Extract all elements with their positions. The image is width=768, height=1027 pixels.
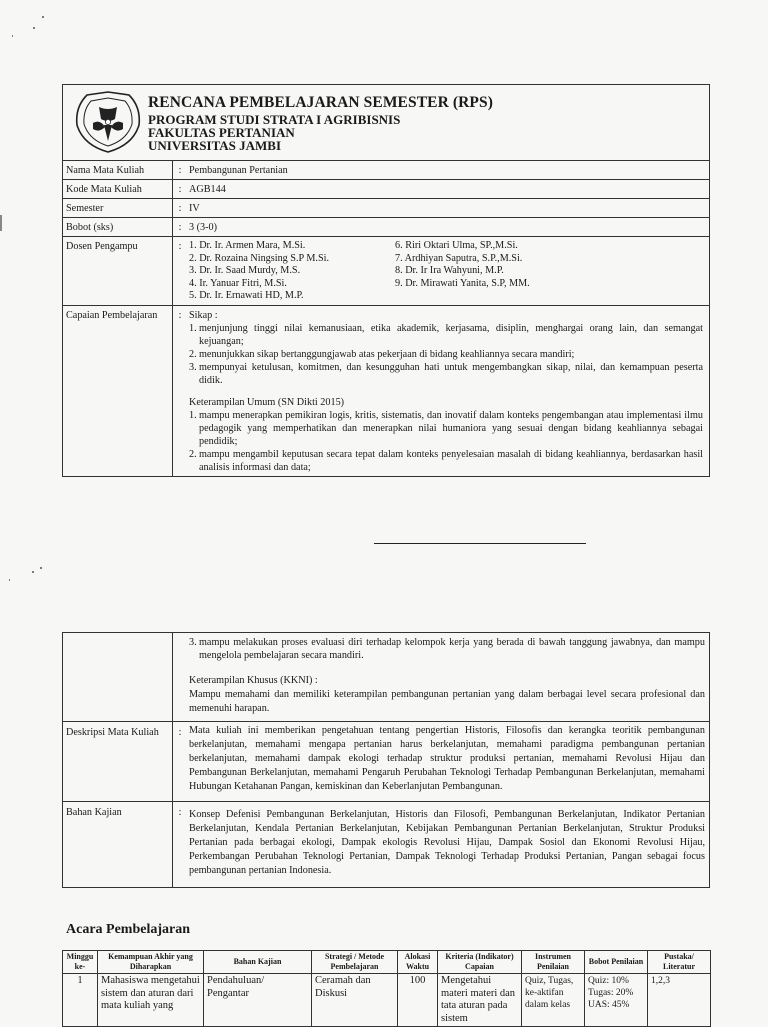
credits-label: Bobot (sks) xyxy=(63,218,173,236)
lecturers-row xyxy=(63,237,709,306)
general-skill-item: 1. mampu menerapkan pemikiran logis, kritis, sistematis, dan inovatif dalam konteks pengembangan atau implementasi ilmu pedagogik yang memperhatikan dan menerapkan nilai humaniora yang sesuai dengan bidang keahliannya sebagai pendidik; xyxy=(189,409,703,447)
empty-label-cell xyxy=(63,633,173,721)
learning-outcomes-row xyxy=(63,306,709,476)
col-header: Bobot Penilaian xyxy=(585,951,648,974)
ability-cell: Mahasiswa mengetahui sistem dan aturan dari mata kuliah yang xyxy=(98,974,204,1027)
document-title: RENCANA PEMBELAJARAN SEMESTER (RPS) xyxy=(148,94,493,111)
time-cell: 100 xyxy=(398,974,438,1027)
table-row xyxy=(63,974,711,1027)
program-name: PROGRAM STUDI STRATA I AGRIBISNIS xyxy=(148,112,401,127)
schedule-header-row xyxy=(63,951,711,974)
semester-row xyxy=(63,199,709,218)
colon: : xyxy=(178,184,182,195)
lecturer-entry: 8. Dr. Ir Ira Wahyuni, M.P. xyxy=(395,265,504,276)
criteria-cell: Mengetahui materi materi dan tata aturan pada sistem xyxy=(438,974,522,1027)
week-cell: 1 xyxy=(63,974,98,1027)
lecturer-entry: 7. Ardhiyan Saputra, S.P.,M.Si. xyxy=(395,252,523,264)
sikap-item: 1. menjunjung tinggi nilai kemanusiaan, etika akademik, kerjasama, disiplin, menghargai orang lain, dan semangat kejuangan; xyxy=(189,322,703,347)
col-header: Strategi / Metode Pembelajaran xyxy=(312,951,398,974)
lecturer-entry: 5. Dr. Ir. Ernawati HD, M.P. xyxy=(189,290,304,301)
lecturer-entry: 1. Dr. Ir. Armen Mara, M.Si. xyxy=(189,240,306,251)
description-text: Mata kuliah ini memberikan pengetahuan tentang pengertian Historis, Filosofis dan kerangka teoritik pembangunan berkelanjutan, memahami mengapa pertanian harus berkelanjutan, memahami paradigma pembangunan pertanian berkelanjutan, memahami dampak ekologi terhadap struktur produksi pertanian, memahami Revolusi Hijau dan Pembangunan Berkelanjutan, memahami Pengaruh Perubahan Teknologi Terhadap Pembangunan Berkelanjutan, memahami Hubungan Ketahanan Pangan, kemiskinan dan Keberlanjutan Pembangunan. xyxy=(189,724,705,793)
description-label: Deskripsi Mata Kuliah xyxy=(63,722,173,801)
literature-cell: 1,2,3 xyxy=(648,974,711,1027)
credits-value: 3 (3-0) xyxy=(189,222,218,233)
scan-speck xyxy=(33,27,35,29)
course-name-value: Pembangunan Pertanian xyxy=(189,165,288,176)
col-header: Pustaka/ Literatur xyxy=(648,951,711,974)
colon: : xyxy=(178,203,182,214)
semester-label: Semester xyxy=(63,199,173,217)
sikap-item: 3. mempunyai ketulusan, komitmen, dan kesungguhan hati untuk mengembangkan sikap, nilai, dan kemampuan peserta didik. xyxy=(189,361,703,386)
weight-cell: Quiz: 10% Tugas: 20% UAS: 45% xyxy=(585,974,648,1027)
colon: : xyxy=(178,806,182,818)
university-logo xyxy=(69,89,147,155)
colon: : xyxy=(178,726,182,738)
scan-speck xyxy=(42,16,44,18)
rps-form-page-1 xyxy=(62,84,710,477)
col-header: Instrumen Penilaian xyxy=(522,951,585,974)
colon: : xyxy=(178,241,182,252)
general-skills-heading: Keterampilan Umum (SN Dikti 2015) xyxy=(189,396,345,408)
general-skill-item: 2. mampu mengambil keputusan secara tepat dalam konteks penyelesaian masalah di bidang keahliannya, berdasarkan hasil analisis informasi dan data; xyxy=(189,448,703,473)
course-code-value: AGB144 xyxy=(189,184,226,195)
lecturer-entry: 9. Dr. Mirawati Yanita, S.P, MM. xyxy=(395,277,530,289)
col-header: Kriteria (Indikator) Capaian xyxy=(438,951,522,974)
course-code-row xyxy=(63,180,709,199)
scan-speck xyxy=(0,215,2,231)
sikap-heading: Sikap : xyxy=(189,309,218,321)
lecturer-entry: 3. Dr. Ir. Saad Murdy, M.S. xyxy=(189,265,301,276)
lecturer-entry: 2. Dr. Rozaina Ningsing S.P M.Si. xyxy=(189,252,329,264)
specific-skills-text: Mampu memahami dan memiliki keterampilan pembangunan pertanian yang dalam berbagai level secara profesional dan memenuhi harapan. xyxy=(189,689,705,715)
study-material-text: Konsep Defenisi Pembangunan Berkelanjutan, Historis dan Filosofi, Pembangunan Berkelanjutan, Indikator Pertanian Berkelanjutan, Kendala Pertanian Berkelanjutan, Kebijakan Pembangunan Pertanian Berkelanjutan, Struktur Produksi Pertanian pada berbagai ekologi, Dampak ekologis Revolusi Hijau, Dampak Sosiol dan Ekonomi Revolusi Hijau, Perkembangan Perubahan Teknologi Pertanian, Dampak Teknologi Terhadap Produksi Pertanian, Pangan sebagai focus pembangunan pertanian Indonesia. xyxy=(189,808,705,877)
schedule-table xyxy=(62,950,711,1027)
learning-outcomes-label: Capaian Pembelajaran xyxy=(63,306,173,476)
study-material-label: Bahan Kajian xyxy=(63,802,173,887)
learning-outcomes-content xyxy=(187,306,709,476)
col-header: Bahan Kajian xyxy=(204,951,312,974)
document-header xyxy=(63,85,709,161)
scan-speck xyxy=(32,571,34,573)
colon: : xyxy=(178,222,182,233)
col-header: Minggu ke- xyxy=(63,951,98,974)
course-name-label: Nama Mata Kuliah xyxy=(63,161,173,179)
scan-speck xyxy=(40,567,42,569)
col-header: Kemampuan Akhir yang Diharapkan xyxy=(98,951,204,974)
lecturer-list xyxy=(187,237,709,305)
general-skill-item: 3. mampu melakukan proses evaluasi diri terhadap kelompok kerja yang berada di bawah tanggung jawabnya, dan mampu mengelola pembelajaran secara mandiri. xyxy=(189,637,705,661)
colon: : xyxy=(178,309,182,321)
lecturers-label: Dosen Pengampu xyxy=(63,237,173,305)
sikap-item: 2. menunjukkan sikap bertanggungjawab atas pekerjaan di bidang keahliannya secara mandiri; xyxy=(189,348,575,360)
schedule-title: Acara Pembelajaran xyxy=(66,922,191,937)
scan-speck xyxy=(12,35,13,37)
lecturer-entry: 4. Ir. Yanuar Fitri, M.Si. xyxy=(189,277,287,289)
instrument-cell: Quiz, Tugas, ke-aktifan dalam kelas xyxy=(522,974,585,1027)
course-name-row xyxy=(63,161,709,180)
university-name: UNIVERSITAS JAMBI xyxy=(148,138,282,153)
rps-form-page-2 xyxy=(62,632,710,888)
description-row xyxy=(63,722,709,802)
material-cell: Pendahuluan/ Pengantar xyxy=(204,974,312,1027)
semester-value: IV xyxy=(189,203,200,214)
method-cell: Ceramah dan Diskusi xyxy=(312,974,398,1027)
col-header: Alokasi Waktu xyxy=(398,951,438,974)
colon: : xyxy=(178,165,182,176)
credits-row xyxy=(63,218,709,237)
study-material-row xyxy=(63,802,709,887)
learning-outcomes-continued xyxy=(187,633,709,721)
lecturer-entry: 6. Riri Oktari Ulma, SP.,M.Si. xyxy=(395,240,518,251)
page-separator-line xyxy=(374,543,586,544)
learning-outcomes-continued-row xyxy=(63,633,709,722)
course-code-label: Kode Mata Kuliah xyxy=(63,180,173,198)
scan-speck xyxy=(9,579,10,581)
faculty-name: FAKULTAS PERTANIAN xyxy=(148,125,295,140)
specific-skills-heading: Keterampilan Khusus (KKNI) : xyxy=(189,675,318,686)
